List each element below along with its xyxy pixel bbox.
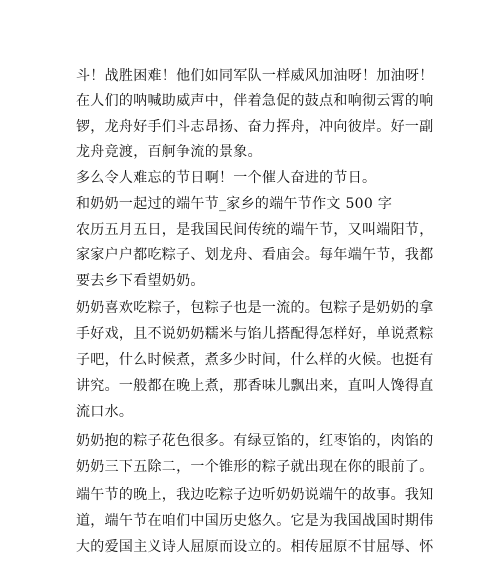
- text-line: 奶奶三下五除二，一个锥形的粽子就出现在你的眼前了。: [76, 459, 434, 475]
- text-line: 子吧，什么时候煮，煮多少时间，什么样的火候。也挺有: [76, 352, 434, 368]
- text-line: 农历五月五日，是我国民间传统的端午节，又叫端阳节，: [76, 222, 434, 238]
- text-line: 多么令人难忘的节日啊！一个催人奋进的节日。: [76, 170, 377, 186]
- text-line: 道，端午节在咱们中国历史悠久。它是为我国战国时期伟: [76, 513, 434, 529]
- text-line: 流口水。: [76, 404, 134, 420]
- text-line: 奶奶抱的粽子花色很多。有绿豆馅的，红枣馅的，肉馅的: [76, 433, 434, 449]
- text-line: 端午节的晚上，我边吃粽子边听奶奶说端午的故事。我知: [76, 487, 434, 503]
- text-line: 锣，龙舟好手们斗志昂扬、奋力挥舟，冲向彼岸。好一副: [76, 119, 434, 135]
- text-line: 手好戏，且不说奶奶糯米与馅儿搭配得怎样好，单说煮粽: [76, 326, 434, 342]
- text-line: 龙舟竞渡，百舸争流的景象。: [76, 144, 262, 160]
- text-line: 要去乡下看望奶奶。: [76, 273, 205, 289]
- text-line: 大的爱国主义诗人屈原而设立的。相传屈原不甘屈辱、怀: [76, 539, 434, 555]
- text-line: 在人们的呐喊助威声中，伴着急促的鼓点和响彻云霄的响: [76, 93, 434, 109]
- text-line: 斗！战胜困难！他们如同军队一样威风加油呀！加油呀！: [76, 68, 434, 84]
- section-heading: 和奶奶一起过的端午节_家乡的端午节作文 500 字: [76, 196, 393, 212]
- text-line: 讲究。一般都在晚上煮，那香味儿飘出来，直叫人馋得直: [76, 378, 434, 394]
- text-line: 奶奶喜欢吃粽子，包粽子也是一流的。包粽子是奶奶的拿: [76, 300, 434, 316]
- text-line: 家家户户都吃粽子、划龙舟、看庙会。每年端午节，我都: [76, 247, 434, 263]
